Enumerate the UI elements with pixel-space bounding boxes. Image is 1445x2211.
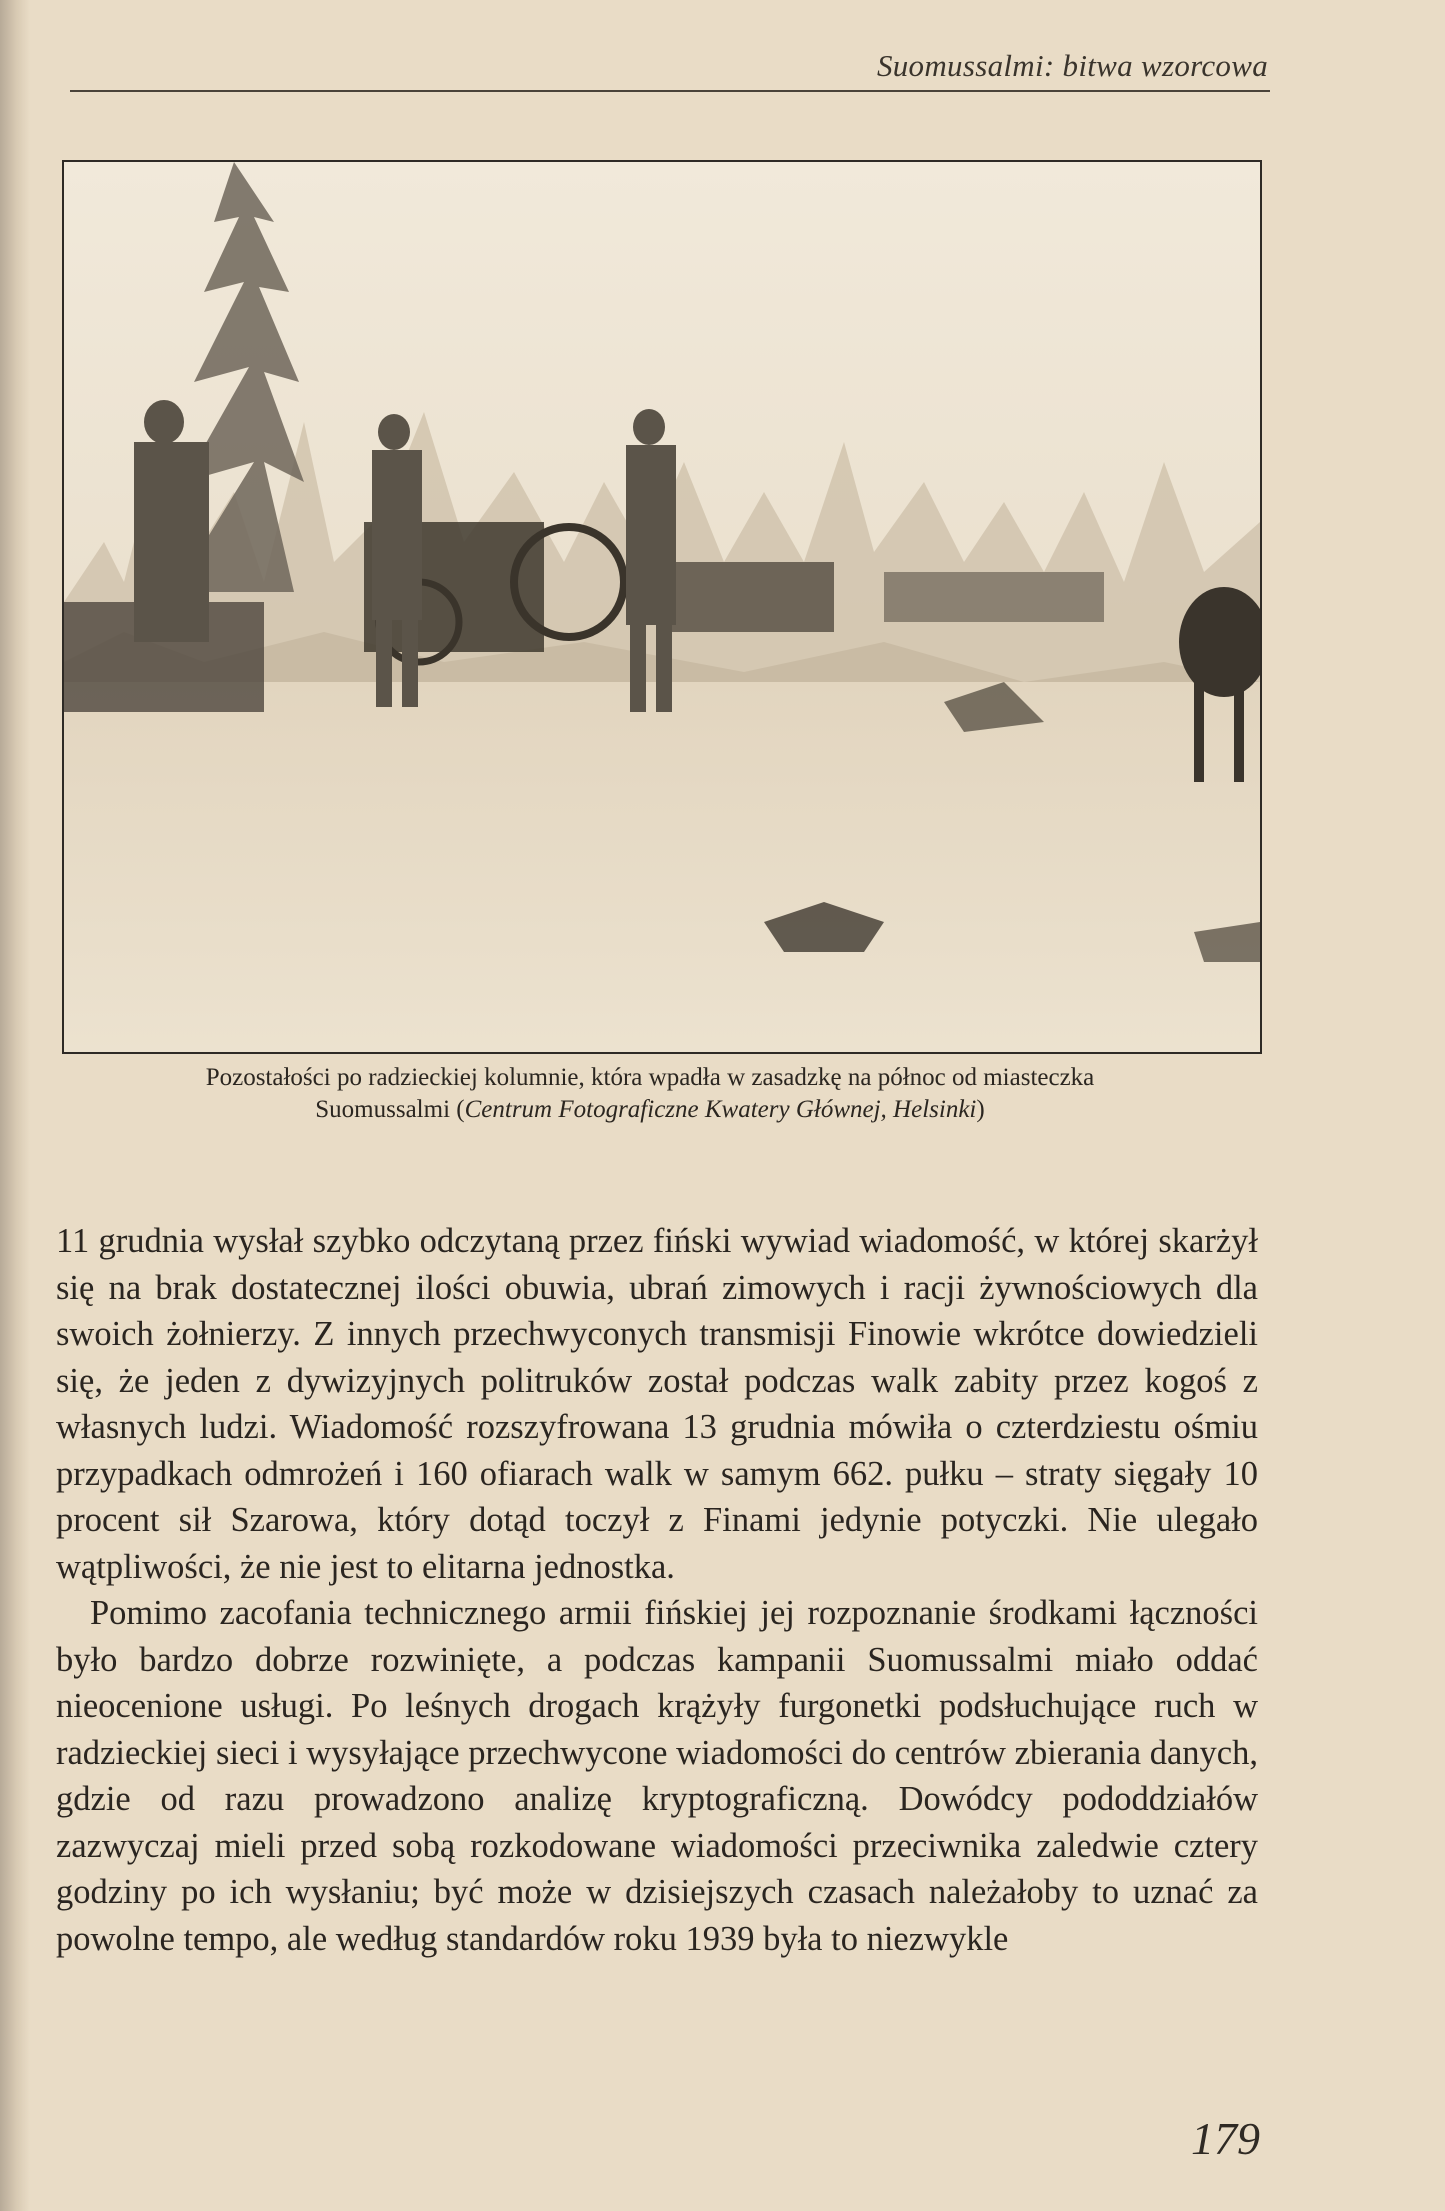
historical-photograph (62, 160, 1262, 1054)
running-header-title: Suomussalmi: bitwa wzorcowa (876, 48, 1268, 83)
caption-close: ) (976, 1096, 985, 1123)
body-text (56, 1218, 1258, 1962)
paragraph-1: 11 grudnia wysłał szybko odczytaną przez fiński wywiad wiadomość, w której skarżył się na brak dostatecznej ilości obuwia, ubrań zimowych i racji żywnościowych dla swoich żołnierzy. Z innych przechwyconych transmisji Finowie wkrótce dowiedzieli się, że jeden z dywizyjnych politruków został podczas walk zabity przez kogoś z własnych ludzi. Wiadomość rozszyfrowana 13 grudnia mówiła o czterdziestu ośmiu przypadkach odmrożeń i 160 ofiarach walk w samym 662. pułku – straty sięgały 10 procent sił Szarowa, który dotąd toczył z Finami jedynie potyczki. Nie ulegało wątpliwości, że nie jest to elitarna jednostka. (56, 1222, 1258, 1586)
figure-caption (150, 1062, 1150, 1126)
photograph-icon (64, 162, 1260, 1052)
paragraph-2: Pomimo zacofania technicznego armii fińskiej jej rozpoznanie środkami łączności było bardzo dobrze rozwinięte, a podczas kampanii Suomussalmi miało oddać nieocenione usługi. Po leśnych drogach krążyły furgonetki podsłuchujące ruch w radzieckiej sieci i wysyłające przechwycone wiadomości do centrów zbierania danych, gdzie od razu prowadzono analizę kryptograficzną. Dowódcy pododdziałów zazwyczaj mieli przed sobą rozkodowane wiadomości przeciwnika zaledwie cztery godziny po ich wysłaniu; być może w dzisiejszych czasach należałoby to uznać za powolne tempo, ale według standardów roku 1939 była to niezwykle (56, 1594, 1258, 1958)
page-gutter-shadow (0, 0, 30, 2211)
header-rule (70, 90, 1270, 92)
caption-text: Pozostałości po radzieckiej kolumnie, która wpadła w zasadzkę na północ od miasteczka Suomussalmi ( (205, 1064, 1095, 1123)
caption-source: Centrum Fotograficzne Kwatery Głównej, Helsinki (464, 1096, 977, 1123)
page-number: 179 (1191, 2113, 1260, 2164)
